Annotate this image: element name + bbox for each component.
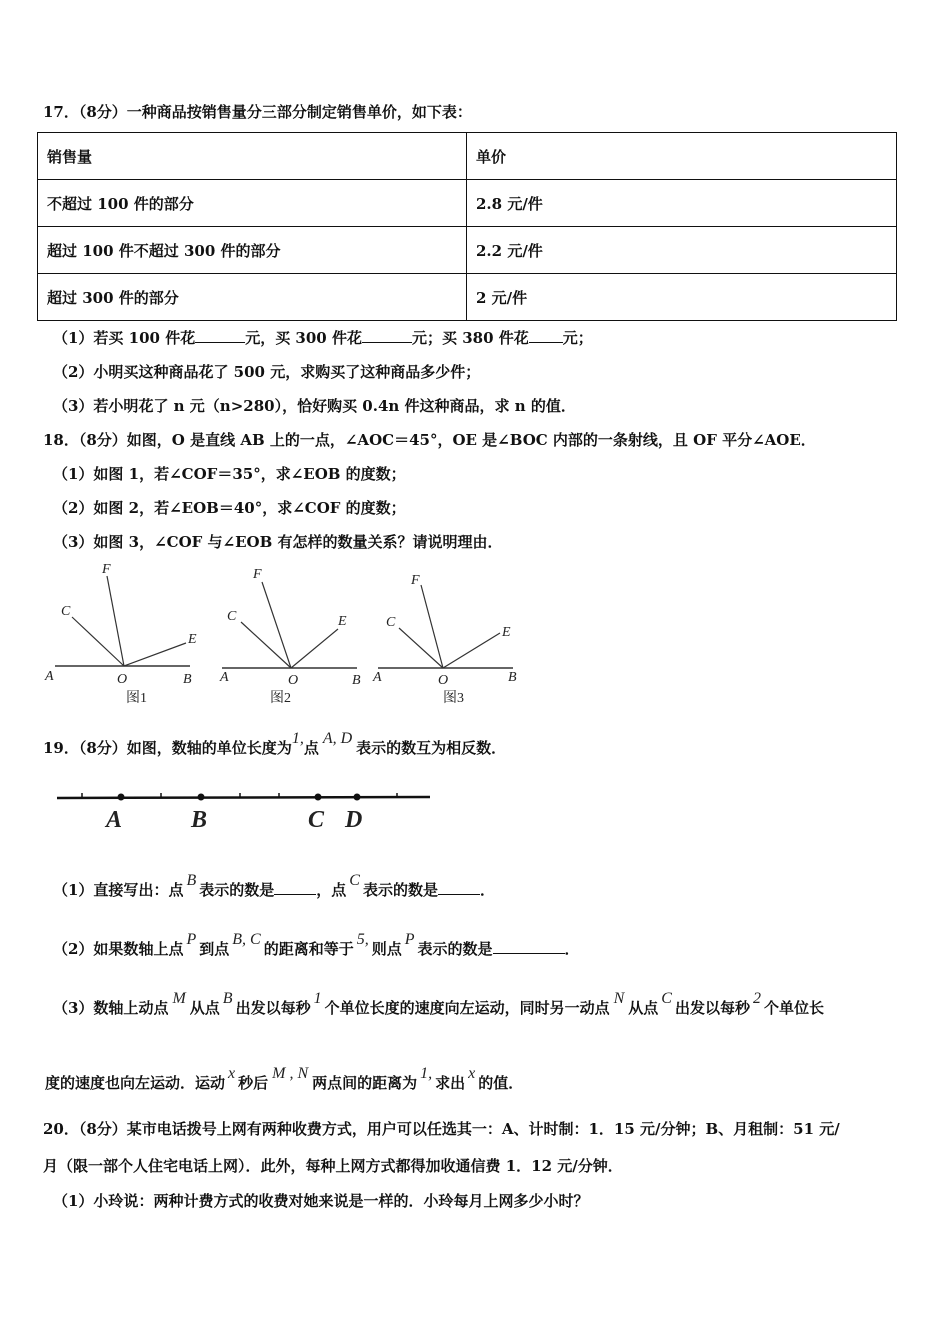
- figure-caption: 图3: [443, 691, 464, 706]
- q19-part1-text: ，点: [316, 881, 347, 899]
- math-variable: x: [228, 1065, 236, 1082]
- figure-2: [219, 567, 361, 706]
- q18-part1: （1）如图 1，若∠COF＝35°，求∠EOB 的度数；: [53, 465, 406, 483]
- math-point: B: [186, 872, 197, 889]
- math-value: 2: [752, 990, 761, 1007]
- math-point: P: [404, 931, 415, 948]
- label-c: C: [386, 615, 396, 630]
- q19-part2-text: 的距离和等于: [263, 940, 354, 958]
- q18-part3: （3）如图 3，∠COF 与∠EOB 有怎样的数量关系？请说明理由．: [53, 533, 503, 551]
- q18-part2: （2）如图 2，若∠EOB＝40°，求∠COF 的度数；: [53, 499, 406, 517]
- math-point: P: [186, 931, 197, 948]
- q18-title: 18．（8分）如图，O 是直线 AB 上的一点，∠AOC＝45°，OE 是∠BOC 内部的一条射线，且 OF 平分∠AOE．: [43, 431, 816, 449]
- q19-part1-text: （1）直接写出：点: [53, 881, 184, 899]
- label-b: B: [508, 670, 517, 685]
- axis-label-a: A: [106, 807, 123, 833]
- q17-part1-text: 元；买 380 件花: [411, 329, 529, 347]
- q19-title-text: 点: [303, 739, 319, 757]
- q19-part2: [53, 931, 580, 960]
- math-point: B: [222, 990, 233, 1007]
- figure-caption: 图2: [270, 691, 291, 706]
- math-variable: x: [468, 1065, 476, 1082]
- q19-part3-text: 从点: [189, 999, 220, 1017]
- q19-part3-line1: [53, 990, 824, 1019]
- label-b: B: [183, 672, 192, 687]
- q19-part3-text: （3）数轴上动点: [53, 999, 169, 1017]
- q19-part3-text: 求出: [435, 1074, 466, 1092]
- q17-part1-text: 元，买 300 件花: [245, 329, 362, 347]
- q19-title-text: 19．（8分）如图，数轴的单位长度为: [43, 739, 292, 757]
- ray-of: [421, 585, 443, 668]
- q19-part1-text: 表示的数是: [199, 881, 275, 899]
- ray-oc: [399, 628, 443, 668]
- label-f: F: [102, 562, 111, 577]
- q19-part1-text: 表示的数是: [362, 881, 438, 899]
- q19-part3-line2: [45, 1065, 524, 1094]
- label-o: O: [288, 673, 299, 688]
- q17-part2: （2）小明买这种商品花了 500 元，求购买了这种商品多少件；: [53, 363, 481, 381]
- math-value: 1: [313, 990, 322, 1007]
- point-d: [354, 794, 361, 801]
- figure-caption: 图1: [126, 691, 147, 706]
- q20-part1: （1）小玲说：两种计费方式的收费对她来说是一样的．小玲每月上网多少小时？: [53, 1192, 589, 1210]
- q19-part3-text: 出发以每秒: [674, 999, 750, 1017]
- q19-part2-text: 则点: [371, 940, 402, 958]
- point-a: [118, 794, 125, 801]
- point-c: [315, 794, 322, 801]
- q19-part3-text: 个单位长度的速度向左运动，同时另一动点: [324, 999, 610, 1017]
- ray-oe: [291, 629, 338, 668]
- q19-part3-text: 秒后: [238, 1074, 269, 1092]
- label-b: B: [352, 673, 361, 688]
- table-cell: 超过 100 件不超过 300 件的部分: [38, 227, 467, 274]
- table-cell: 2 元/件: [467, 274, 897, 321]
- q19-part2-text: 表示的数是: [417, 940, 493, 958]
- label-f: F: [411, 573, 420, 588]
- math-point: N: [613, 990, 625, 1007]
- ray-oe: [124, 643, 186, 666]
- table-cell: 超过 300 件的部分: [38, 274, 467, 321]
- q19-part3-text: 个单位长: [763, 999, 824, 1017]
- number-line: [57, 793, 430, 833]
- point-b: [198, 794, 205, 801]
- math-point: M: [172, 990, 186, 1007]
- q17-part1-text: （1）若买 100 件花: [53, 329, 196, 347]
- answer-blank[interactable]: [274, 880, 316, 895]
- q19-part2-text: （2）如果数轴上点: [53, 940, 184, 958]
- table-cell: 不超过 100 件的部分: [38, 180, 467, 227]
- math-value: 1,: [420, 1065, 433, 1082]
- q19-part2-text: ．: [564, 940, 580, 958]
- q19-title-text: 表示的数互为相反数．: [356, 739, 507, 757]
- math-value: 5,: [356, 931, 369, 948]
- table-cell: 2.2 元/件: [467, 227, 897, 274]
- axis-label-c: C: [308, 807, 325, 833]
- q19-part1-text: ．: [479, 881, 495, 899]
- table-header-cell: 销售量: [38, 133, 467, 180]
- label-o: O: [117, 672, 128, 687]
- q19-part3-text: 度的速度也向左运动．运动: [45, 1074, 226, 1092]
- label-e: E: [338, 614, 347, 629]
- q19-part3-text: 的值．: [478, 1074, 524, 1092]
- q19-part1: [53, 872, 495, 901]
- label-a: A: [45, 669, 54, 684]
- q17-title: 17．（8分）一种商品按销售量分三部分制定销售单价，如下表：: [43, 103, 472, 121]
- axis-line: [57, 797, 430, 798]
- math-points: B, C: [232, 931, 261, 948]
- math-points: M , N: [272, 1065, 309, 1082]
- q19-title: [43, 730, 507, 759]
- label-a: A: [220, 670, 229, 685]
- label-c: C: [61, 604, 71, 619]
- label-o: O: [438, 673, 449, 688]
- label-c: C: [227, 609, 237, 624]
- math-point: C: [661, 990, 672, 1007]
- math-points: A, D: [322, 730, 353, 747]
- table-cell: 2.8 元/件: [467, 180, 897, 227]
- axis-label-b: B: [191, 807, 208, 833]
- label-e: E: [502, 625, 511, 640]
- table-header-cell: 单价: [467, 133, 897, 180]
- axis-label-d: D: [345, 807, 363, 833]
- q19-part3-text: 两点间的距离为: [312, 1074, 418, 1092]
- math-point: C: [349, 872, 360, 889]
- q20-line2: 月（限一部个人住宅电话上网）．此外，每种上网方式都得加收通信费 1．12 元/分钟．: [43, 1157, 623, 1175]
- label-a: A: [373, 670, 382, 685]
- q19-part3-text: 从点: [628, 999, 659, 1017]
- ray-oe: [443, 633, 500, 668]
- label-e: E: [188, 632, 197, 647]
- q19-part3-text: 出发以每秒: [235, 999, 311, 1017]
- q17-part1-text: 元；: [562, 329, 593, 347]
- answer-blank[interactable]: [438, 880, 480, 895]
- figure-3: [372, 573, 517, 706]
- math-value: 1,: [291, 730, 304, 747]
- answer-blank[interactable]: [493, 939, 565, 954]
- figure-1: [44, 562, 197, 706]
- q20-line1: 20．（8分）某市电话拨号上网有两种收费方式，用户可以任选其一：A、计时制：1．15 元/分钟；B、月租制：51 元/: [43, 1120, 840, 1138]
- q19-part2-text: 到点: [199, 940, 230, 958]
- q17-part3: （3）若小明花了 n 元（n>280），恰好购买 0.4n 件这种商品，求 n 的值．: [53, 397, 576, 415]
- label-f: F: [253, 567, 262, 582]
